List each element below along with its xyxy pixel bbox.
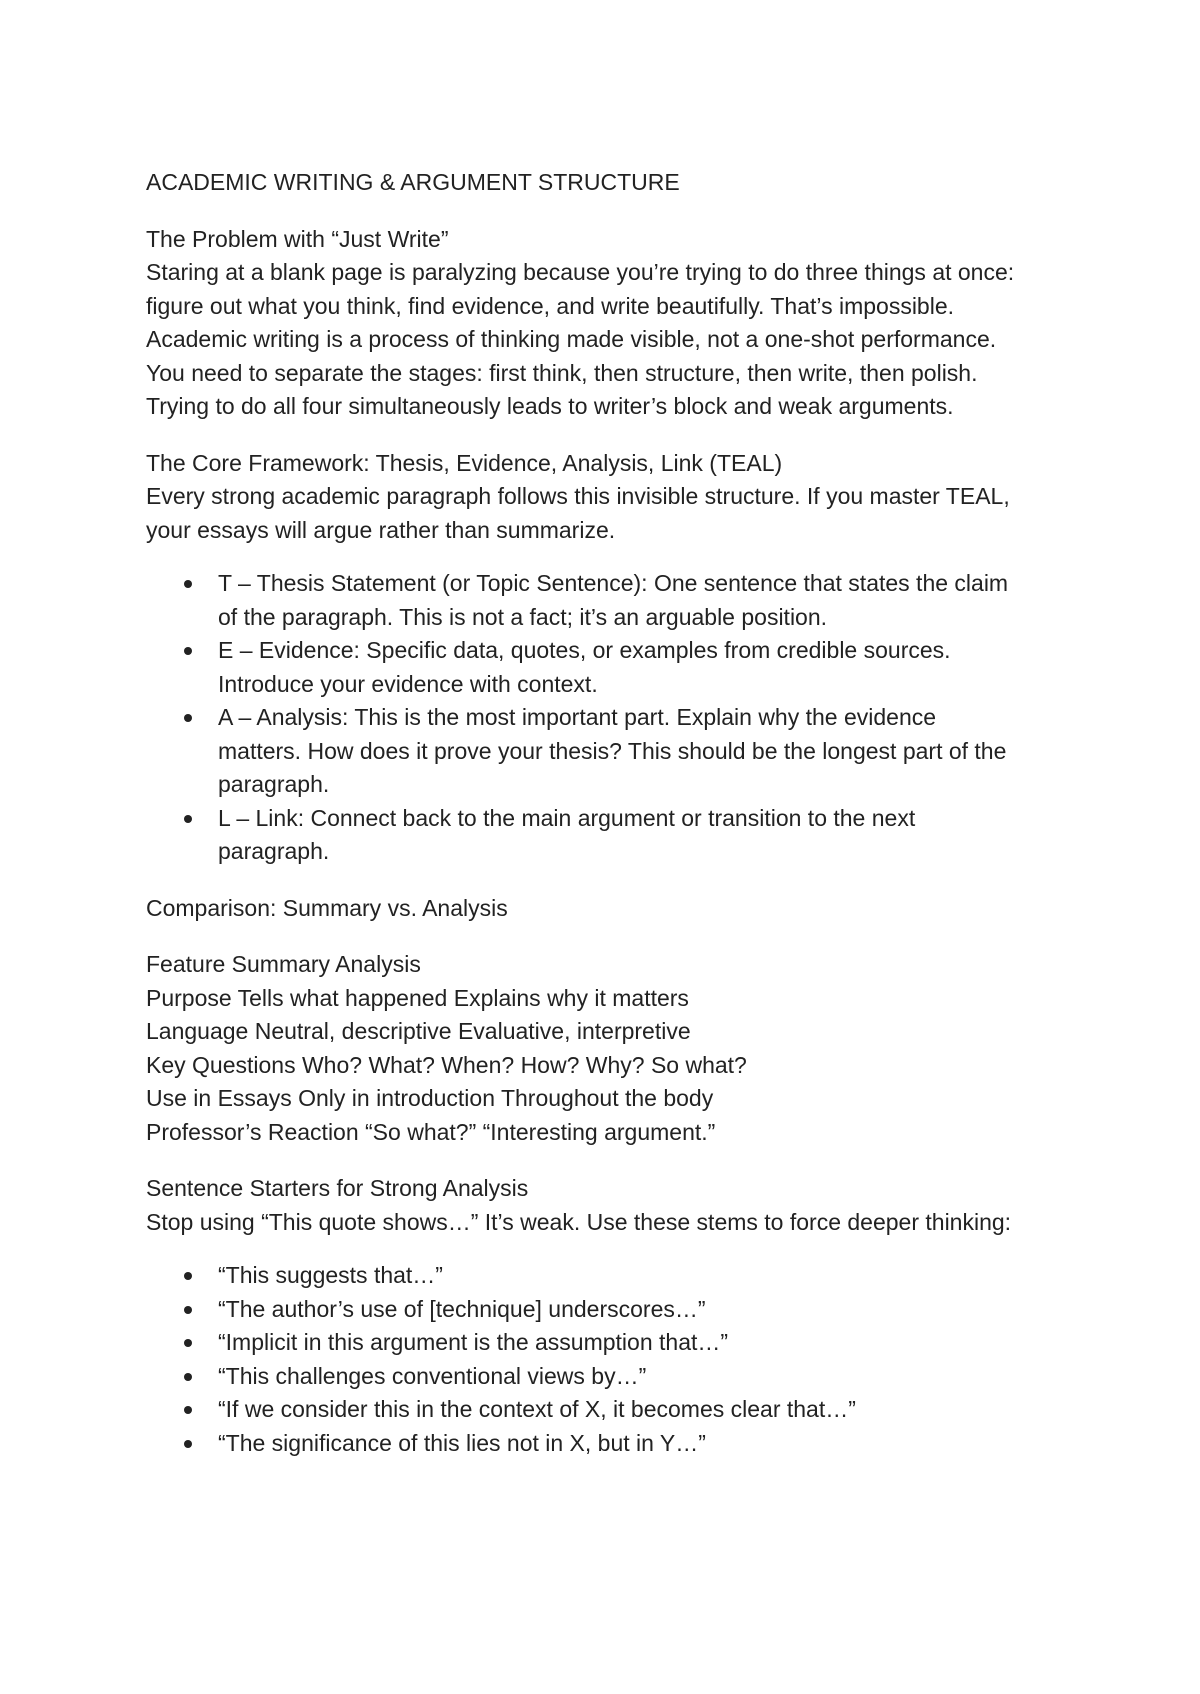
starter-item bbox=[146, 1259, 1106, 1293]
framework-line: Every strong academic paragraph follows this invisible structure. If you master TEAL, bbox=[146, 483, 1010, 509]
teal-item-text: of the paragraph. This is not a fact; it’s an arguable position. bbox=[218, 603, 828, 630]
starters-heading: Sentence Starters for Strong Analysis bbox=[146, 1175, 529, 1201]
teal-item-text: matters. How does it prove your thesis? This should be the longest part of the bbox=[218, 737, 1007, 764]
starters-section bbox=[146, 1172, 1106, 1460]
comparison-row: Use in Essays Only in introduction Throughout the body bbox=[146, 1085, 714, 1111]
teal-item-analysis bbox=[146, 701, 1106, 802]
starter-text: “This challenges conventional views by…” bbox=[218, 1362, 647, 1389]
teal-item-text: L – Link: Connect back to the main argument or transition to the next bbox=[218, 804, 916, 831]
spacer bbox=[146, 1149, 1106, 1172]
teal-item-text: T – Thesis Statement (or Topic Sentence): One sentence that states the claim bbox=[218, 570, 1009, 596]
spacer bbox=[146, 925, 1106, 948]
comparison-row: Key Questions Who? What? When? How? Why? So what? bbox=[146, 1051, 747, 1078]
spacer bbox=[146, 424, 1106, 447]
problem-line: figure out what you think, find evidence, and write beautifully. That’s impossible. bbox=[146, 292, 955, 319]
comparison-row: Feature Summary Analysis bbox=[146, 951, 421, 977]
problem-section bbox=[146, 223, 1106, 424]
teal-item-text: paragraph. bbox=[218, 771, 330, 797]
teal-item-text: A – Analysis: This is the most important part. Explain why the evidence bbox=[218, 704, 937, 730]
teal-item-evidence bbox=[146, 634, 1106, 701]
starter-item bbox=[146, 1393, 1106, 1427]
starter-text: “The author’s use of [technique] underscores…” bbox=[218, 1295, 706, 1322]
teal-item-text: paragraph. bbox=[218, 838, 330, 864]
framework-section bbox=[146, 447, 1106, 869]
starter-item bbox=[146, 1427, 1106, 1461]
teal-item-link bbox=[146, 802, 1106, 869]
problem-heading: The Problem with “Just Write” bbox=[146, 225, 449, 252]
comparison-section bbox=[146, 892, 1106, 1150]
teal-item-text: Introduce your evidence with context. bbox=[218, 670, 598, 697]
starters-list bbox=[146, 1259, 1106, 1460]
comparison-heading: Comparison: Summary vs. Analysis bbox=[146, 894, 508, 921]
starter-text: “If we consider this in the context of X, it becomes clear that…” bbox=[218, 1396, 856, 1422]
starter-text: “Implicit in this argument is the assumption that…” bbox=[218, 1329, 729, 1355]
starter-text: “This suggests that…” bbox=[218, 1262, 443, 1288]
problem-line: Academic writing is a process of thinking made visible, not a one-shot performance. bbox=[146, 326, 997, 352]
framework-heading: The Core Framework: Thesis, Evidence, Analysis, Link (TEAL) bbox=[146, 449, 783, 476]
framework-line: your essays will argue rather than summarize. bbox=[146, 516, 616, 543]
starter-item bbox=[146, 1360, 1106, 1394]
spacer bbox=[146, 1239, 1106, 1259]
comparison-row: Professor’s Reaction “So what?” “Interesting argument.” bbox=[146, 1118, 716, 1145]
starter-item bbox=[146, 1293, 1106, 1327]
spacer bbox=[146, 547, 1106, 567]
comparison-row: Language Neutral, descriptive Evaluative, interpretive bbox=[146, 1018, 691, 1044]
starters-intro: Stop using “This quote shows…” It’s weak. Use these stems to force deeper thinking: bbox=[146, 1208, 1012, 1235]
problem-line: You need to separate the stages: first think, then structure, then write, then polish. bbox=[146, 359, 978, 386]
document-title: ACADEMIC WRITING & ARGUMENT STRUCTURE bbox=[146, 169, 680, 195]
document-page bbox=[146, 166, 1106, 1460]
problem-line: Staring at a blank page is paralyzing because you’re trying to do three things at once: bbox=[146, 259, 1015, 285]
starter-text: “The significance of this lies not in X, but in Y…” bbox=[218, 1429, 706, 1456]
spacer bbox=[146, 200, 1106, 223]
teal-item-text: E – Evidence: Specific data, quotes, or examples from credible sources. bbox=[218, 637, 951, 663]
problem-line: Trying to do all four simultaneously leads to writer’s block and weak arguments. bbox=[146, 393, 954, 419]
comparison-row: Purpose Tells what happened Explains why it matters bbox=[146, 984, 689, 1011]
starter-item bbox=[146, 1326, 1106, 1360]
teal-item-thesis bbox=[146, 567, 1106, 634]
teal-list bbox=[146, 567, 1106, 869]
spacer bbox=[146, 869, 1106, 892]
